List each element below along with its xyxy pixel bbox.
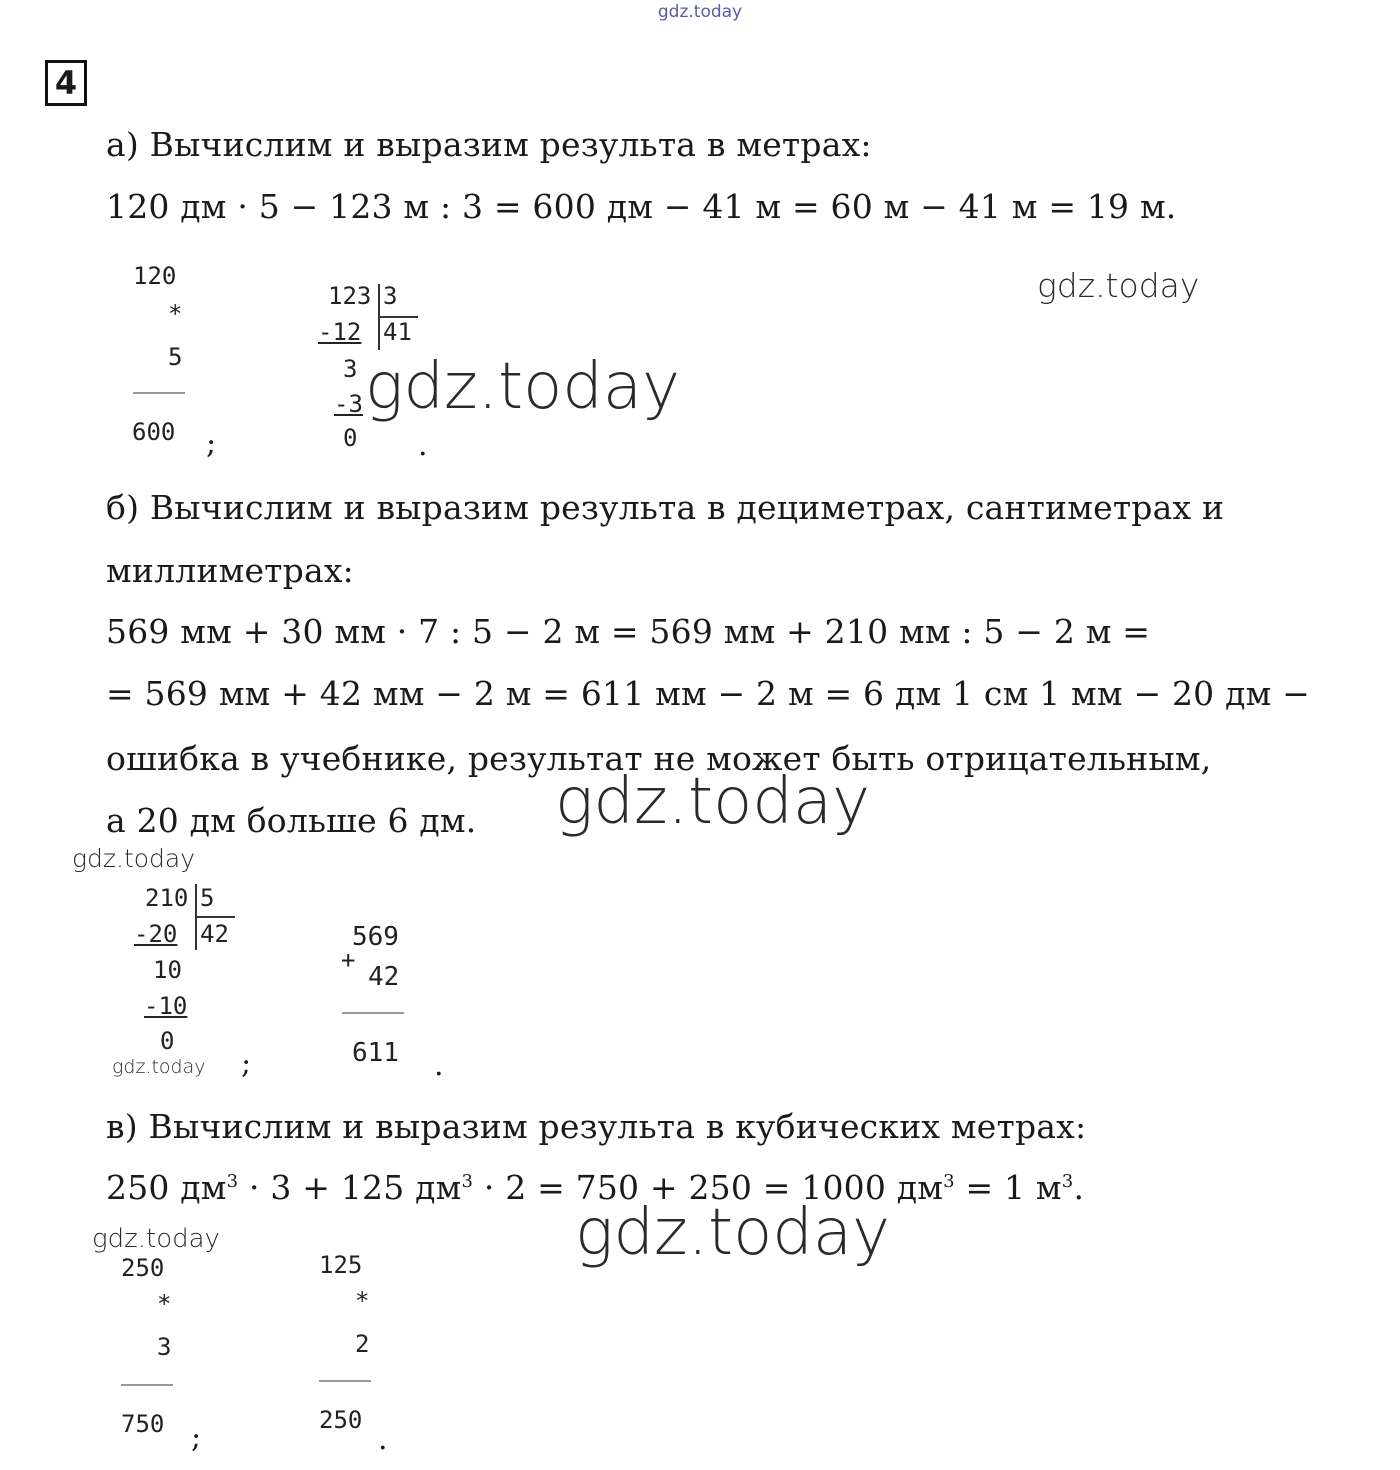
watermark-medium: gdz.today	[1037, 266, 1200, 305]
div-rem2: 0	[160, 1027, 175, 1055]
mult-factor: 3	[157, 1333, 172, 1361]
watermark-tiny: gdz.today	[112, 1056, 206, 1078]
mult-operator: *	[168, 300, 183, 328]
watermark-large: gdz.today	[575, 1196, 890, 1270]
add-b: 42	[368, 962, 400, 992]
part-b-heading-line2: миллиметрах:	[106, 551, 354, 590]
semicolon: ;	[191, 1420, 202, 1455]
mult-operator: *	[355, 1287, 370, 1315]
part-a-equation: 120 дм · 5 − 123 м : 3 = 600 дм − 41 м = 60 м − 41 м = 19 м.	[106, 187, 1177, 226]
part-b-equation-line4: а 20 дм больше 6 дм.	[106, 801, 477, 840]
dot: .	[434, 1048, 444, 1083]
add-line	[342, 1012, 404, 1014]
eq-term: · 2 = 750 + 250 = 1000 дм	[473, 1168, 944, 1207]
mult-factor: 2	[355, 1330, 370, 1358]
div-sub1: -20	[134, 920, 178, 948]
mult-result: 250	[319, 1406, 363, 1434]
mult-result: 600	[132, 418, 176, 446]
mult-top: 125	[319, 1251, 363, 1279]
div-rem1: 3	[343, 355, 358, 383]
exponent: 3	[226, 1171, 239, 1192]
part-b-equation-line2: = 569 мм + 42 мм − 2 м = 611 мм − 2 м = 6 дм 1 см 1 мм − 20 дм −	[106, 674, 1310, 713]
add-result: 611	[352, 1038, 399, 1068]
watermark-large: gdz.today	[555, 765, 870, 839]
mult-line	[133, 392, 185, 394]
div-sub2: -3	[334, 390, 363, 418]
div-quotient: 42	[200, 920, 229, 948]
mult-top: 120	[133, 262, 177, 290]
watermark-small: gdz.today	[92, 1224, 220, 1254]
part-b-equation-line1: 569 мм + 30 мм · 7 : 5 − 2 м = 569 мм + 210 мм : 5 − 2 м =	[106, 612, 1151, 651]
part-b-equation-line3: ошибка в учебнике, результат не может быть отрицательным,	[106, 739, 1212, 778]
div-divisor: 3	[383, 282, 398, 310]
semicolon: ;	[241, 1046, 252, 1081]
div-divisor-line	[195, 916, 235, 918]
task-number: 4	[45, 60, 87, 106]
watermark-large: gdz.today	[365, 350, 680, 424]
top-watermark: gdz.today	[657, 2, 743, 22]
exponent: 3	[943, 1171, 955, 1192]
exponent: 3	[1061, 1171, 1074, 1192]
part-a-heading: а) Вычислим и выразим результа в метрах:	[106, 125, 872, 164]
div-dividend: 210	[145, 884, 189, 912]
div-quotient: 41	[383, 318, 412, 346]
mult-line	[319, 1380, 371, 1382]
mult-top: 250	[121, 1254, 165, 1282]
eq-term: · 3 + 125 дм	[238, 1168, 462, 1207]
exponent: 3	[461, 1171, 474, 1192]
dot: .	[378, 1422, 388, 1457]
div-dividend: 123	[328, 282, 372, 310]
div-rem1: 10	[153, 956, 182, 984]
mult-operator: *	[157, 1290, 172, 1318]
div-rem2: 0	[343, 424, 358, 452]
div-divisor: 5	[200, 884, 215, 912]
mult-line	[121, 1384, 173, 1386]
eq-term: 250 дм	[106, 1168, 227, 1207]
add-operator: +	[341, 946, 356, 974]
eq-term: .	[1073, 1168, 1085, 1207]
div-sub2: -10	[144, 992, 188, 1020]
mult-result: 750	[121, 1410, 165, 1438]
eq-term: = 1 м	[954, 1168, 1062, 1207]
part-c-heading: в) Вычислим и выразим результа в кубических метрах:	[106, 1107, 1087, 1146]
semicolon: ;	[206, 426, 217, 461]
dot: .	[418, 428, 428, 463]
part-b-heading-line1: б) Вычислим и выразим результа в дециметрах, сантиметрах и	[106, 488, 1225, 527]
watermark-small: gdz.today	[72, 844, 196, 873]
mult-factor: 5	[168, 343, 183, 371]
div-sub1: -12	[318, 318, 362, 346]
add-a: 569	[352, 922, 399, 952]
